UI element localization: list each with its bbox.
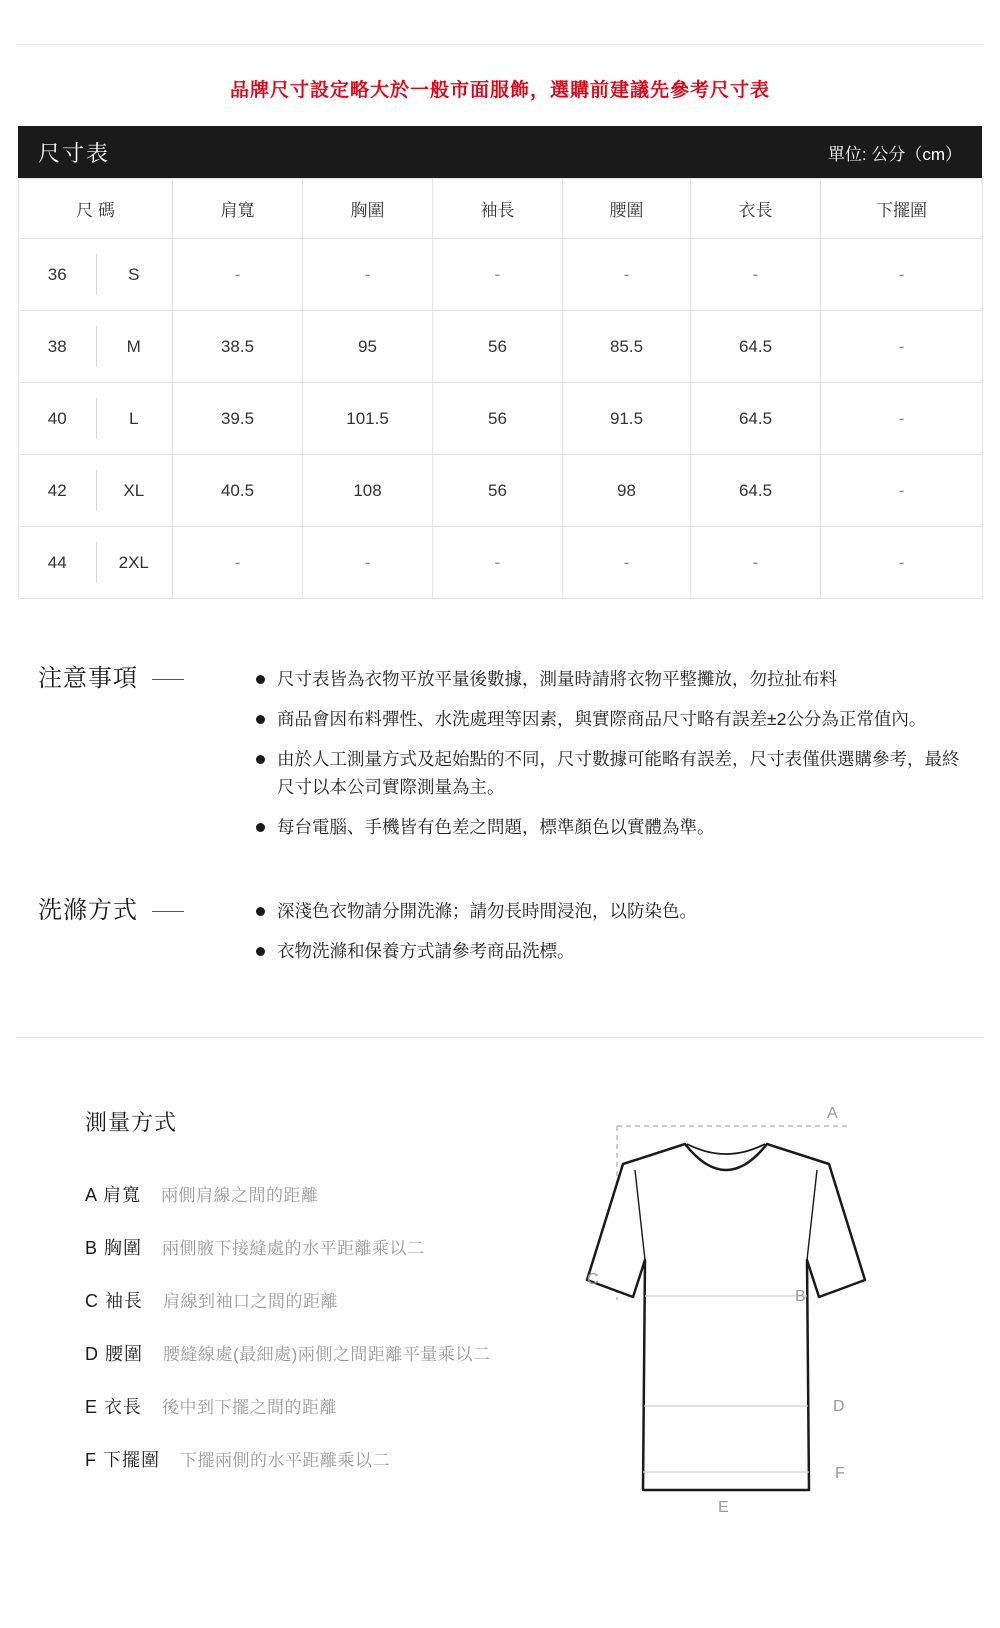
- cell: -: [821, 455, 983, 527]
- cell: 91.5: [563, 383, 691, 455]
- measure-item: [85, 1340, 572, 1366]
- measure-label: 胸圍: [104, 1238, 143, 1258]
- measure-key-label: [85, 1340, 143, 1366]
- cell: -: [563, 527, 691, 599]
- tshirt-diagram: [572, 1100, 878, 1530]
- heading-dash: [152, 679, 184, 680]
- cell: 38: [19, 311, 96, 383]
- col-header-length: 衣長: [691, 179, 821, 239]
- cell: 38.5: [173, 311, 303, 383]
- note-text: 深淺色衣物請分開洗滌；請勿長時間浸泡，以防染色。: [277, 901, 697, 921]
- bullet-icon: [256, 907, 265, 916]
- brand-size-notice: 品牌尺寸設定略大於一般市面服飾，選購前建議先參考尺寸表: [229, 80, 770, 101]
- diagram-label-a: A: [827, 1105, 838, 1122]
- note-text: 由於人工測量方式及起始點的不同，尺寸數據可能略有誤差，尺寸表僅供選購參考，最終尺寸以本公司實際測量為主。: [277, 749, 960, 797]
- cell: 56: [433, 311, 563, 383]
- measure-list: [85, 1100, 572, 1499]
- tshirt-outline: [587, 1144, 865, 1490]
- cell: 40: [19, 383, 96, 455]
- measure-key-label: [85, 1234, 142, 1260]
- cell: -: [691, 527, 821, 599]
- measure-label: 下擺圍: [103, 1450, 161, 1470]
- cell: L: [96, 383, 173, 455]
- cell: 108: [303, 455, 433, 527]
- table-row: [19, 527, 983, 599]
- diagram-label-f: F: [835, 1465, 845, 1482]
- heading-dash: [152, 911, 184, 912]
- cell: -: [821, 239, 983, 311]
- measure-key: B: [85, 1238, 99, 1258]
- measure-key: F: [85, 1450, 97, 1470]
- cell: -: [303, 527, 433, 599]
- cell: 64.5: [691, 455, 821, 527]
- note-text: 尺寸表皆為衣物平放平量後數據，測量時請將衣物平整攤放，勿拉扯布料: [277, 669, 837, 689]
- cell: 44: [19, 527, 96, 599]
- bullet-icon: [256, 947, 265, 956]
- size-chart-unit: 單位: 公分（cm）: [827, 144, 962, 164]
- diagram-label-d: D: [833, 1398, 845, 1415]
- list-item: [256, 665, 962, 693]
- measure-item: [85, 1181, 572, 1207]
- cell: -: [173, 239, 303, 311]
- cell: 56: [433, 455, 563, 527]
- list-item: [256, 937, 962, 965]
- measure-key-label: [85, 1181, 141, 1207]
- measure-label: 衣長: [104, 1397, 143, 1417]
- measure-desc: 後中到下擺之間的距離: [162, 1398, 338, 1417]
- col-header-sleeve: 袖長: [433, 179, 563, 239]
- cell: 42: [19, 455, 96, 527]
- notes-heading: 注意事項: [38, 665, 138, 692]
- bullet-icon: [256, 755, 265, 764]
- cell: XL: [96, 455, 173, 527]
- size-chart-title: 尺寸表: [38, 140, 111, 166]
- note-text: 衣物洗滌和保養方式請參考商品洗標。: [277, 941, 575, 961]
- cell: -: [433, 239, 563, 311]
- measure-item: [85, 1287, 572, 1313]
- top-divider: [16, 44, 984, 45]
- washing-heading-block: [38, 897, 220, 925]
- list-item: [256, 745, 962, 801]
- measure-key-label: [85, 1393, 142, 1419]
- cell: 39.5: [173, 383, 303, 455]
- cell: 101.5: [303, 383, 433, 455]
- notes-list: [220, 665, 962, 853]
- section-divider: [16, 1037, 984, 1038]
- table-header-row: [19, 179, 983, 239]
- col-header-waist: 腰圍: [563, 179, 691, 239]
- cell: 64.5: [691, 383, 821, 455]
- measure-key: A: [85, 1185, 98, 1205]
- cell: -: [821, 527, 983, 599]
- bullet-icon: [256, 823, 265, 832]
- table-row: [19, 311, 983, 383]
- cell: 56: [433, 383, 563, 455]
- cell: 98: [563, 455, 691, 527]
- tshirt-diagram-wrap: [572, 1100, 878, 1535]
- measure-key: C: [85, 1291, 99, 1311]
- measure-label: 肩寬: [103, 1185, 142, 1205]
- cell: 85.5: [563, 311, 691, 383]
- size-chart-header: [18, 126, 982, 178]
- washing-heading: 洗滌方式: [38, 897, 138, 924]
- cell: -: [563, 239, 691, 311]
- cell: -: [821, 311, 983, 383]
- size-table: [18, 178, 983, 599]
- list-item: [256, 705, 962, 733]
- cell: -: [821, 383, 983, 455]
- bullet-icon: [256, 675, 265, 684]
- col-header-chest: 胸圍: [303, 179, 433, 239]
- cell: -: [173, 527, 303, 599]
- note-text: 商品會因布料彈性、水洗處理等因素，與實際商品尺寸略有誤差±2公分為正常值內。: [277, 709, 927, 729]
- washing-section: [38, 897, 962, 977]
- cell: 2XL: [96, 527, 173, 599]
- cell: S: [96, 239, 173, 311]
- measure-item: [85, 1446, 572, 1472]
- measure-label: 袖長: [105, 1291, 144, 1311]
- bullet-icon: [256, 715, 265, 724]
- measure-desc: 兩側肩線之間的距離: [161, 1186, 319, 1205]
- diagram-label-c: C: [587, 1271, 599, 1288]
- measure-desc: 下擺兩側的水平距離乘以二: [180, 1451, 391, 1470]
- cell: 95: [303, 311, 433, 383]
- table-row: [19, 383, 983, 455]
- list-item: [256, 897, 962, 925]
- cell: 64.5: [691, 311, 821, 383]
- measure-item: [85, 1393, 572, 1419]
- cell: 36: [19, 239, 96, 311]
- measure-key-label: [85, 1446, 160, 1472]
- table-row: [19, 239, 983, 311]
- measure-heading: 測量方式: [85, 1110, 178, 1135]
- measure-label: 腰圍: [105, 1344, 144, 1364]
- cell: -: [691, 239, 821, 311]
- washing-list: [220, 897, 962, 977]
- measure-desc: 兩側腋下接縫處的水平距離乘以二: [162, 1239, 425, 1258]
- note-text: 每台電腦、手機皆有色差之問題，標準顏色以實體為準。: [277, 817, 715, 837]
- list-item: [256, 813, 962, 841]
- measure-desc: 腰縫線處(最細處)兩側之間距離平量乘以二: [163, 1345, 491, 1364]
- cell: M: [96, 311, 173, 383]
- measure-item: [85, 1234, 572, 1260]
- cell: -: [303, 239, 433, 311]
- cell: -: [433, 527, 563, 599]
- diagram-label-e: E: [718, 1499, 729, 1516]
- diagram-label-b: B: [795, 1288, 806, 1305]
- col-header-size-code: 尺 碼: [19, 179, 173, 239]
- col-header-shoulder: 肩寬: [173, 179, 303, 239]
- col-header-hem: 下擺圍: [821, 179, 983, 239]
- notes-heading-block: [38, 665, 220, 693]
- measure-key-label: [85, 1287, 143, 1313]
- notes-section: [38, 665, 962, 853]
- collar-line: [687, 1144, 765, 1154]
- measure-key: D: [85, 1344, 99, 1364]
- cell: 40.5: [173, 455, 303, 527]
- measure-desc: 肩線到袖口之間的距離: [163, 1292, 339, 1311]
- table-row: [19, 455, 983, 527]
- measure-key: E: [85, 1397, 99, 1417]
- measure-section: [0, 1100, 1000, 1535]
